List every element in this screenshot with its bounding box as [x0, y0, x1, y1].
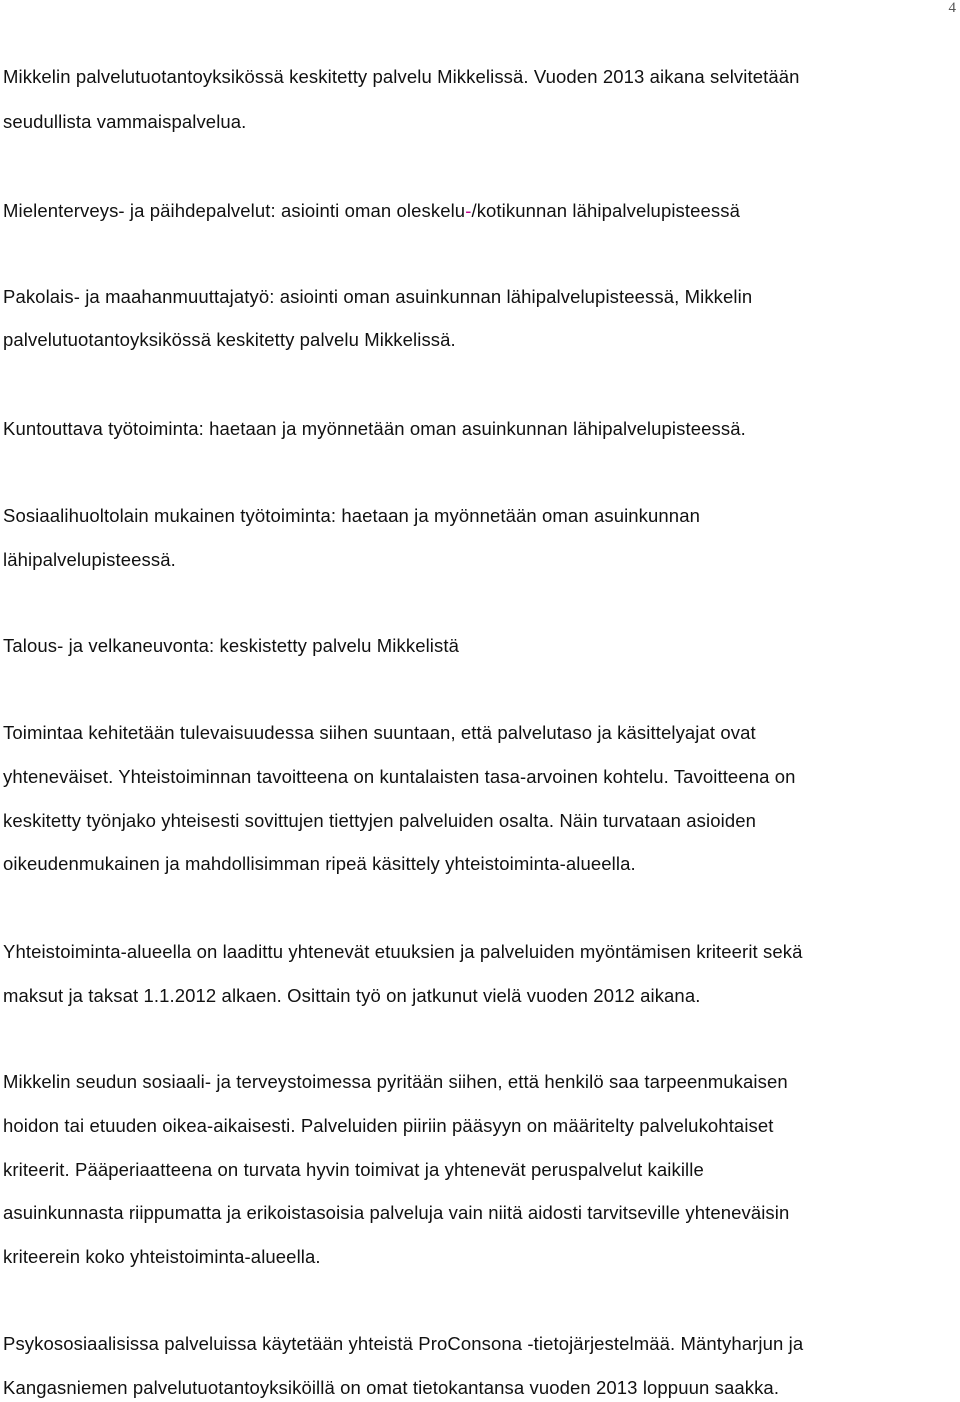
text-line: Kangasniemen palvelutuotantoyksiköillä on omat tietokantansa vuoden 2013 loppuun saakka.	[3, 1377, 780, 1398]
text-line: Mikkelin palvelutuotantoyksikössä keskitetty palvelu Mikkelissä. Vuoden 2013 aikana selvitetään	[3, 66, 800, 87]
text-line: kriteerit. Pääperiaatteena on turvata hyvin toimivat ja yhtenevät peruspalvelut kaikille	[3, 1159, 704, 1180]
text-segment-highlight: -	[465, 200, 472, 221]
text-line: yhteneväiset. Yhteistoiminnan tavoitteena on kuntalaisten tasa-arvoinen kohtelu. Tavoitteena on	[3, 766, 796, 787]
text-line: Psykososiaalisissa palveluissa käytetään yhteistä ProConsona -tietojärjestelmää. Mäntyharjun ja	[3, 1333, 804, 1354]
text-line	[3, 200, 740, 222]
text-line: lähipalvelupisteessä.	[3, 549, 176, 570]
text-line: Kuntouttava työtoiminta: haetaan ja myönnetään oman asuinkunnan lähipalvelupisteessä.	[3, 418, 746, 439]
text-line: oikeudenmukainen ja mahdollisimman ripeä käsittely yhteistoiminta-alueella.	[3, 853, 636, 874]
text-line: Sosiaalihuoltolain mukainen työtoiminta: haetaan ja myönnetään oman asuinkunnan	[3, 505, 700, 526]
text-line: Talous- ja velkaneuvonta: keskistetty palvelu Mikkelistä	[3, 635, 459, 656]
text-line: Toimintaa kehitetään tulevaisuudessa siihen suuntaan, että palvelutaso ja käsittelyajat ovat	[3, 722, 756, 743]
text-line: Pakolais- ja maahanmuuttajatyö: asiointi oman asuinkunnan lähipalvelupisteessä, Mikkelin	[3, 286, 753, 307]
text-line: Mikkelin seudun sosiaali- ja terveystoimessa pyritään siihen, että henkilö saa tarpeenmukaisen	[3, 1071, 788, 1092]
text-line: keskitetty työnjako yhteisesti sovittujen tiettyjen palveluiden osalta. Näin turvataan asioiden	[3, 810, 757, 831]
text-line: Yhteistoiminta-alueella on laadittu yhtenevät etuuksien ja palveluiden myöntämisen kriteerit sekä	[3, 941, 803, 962]
text-segment: /kotikunnan lähipalvelupisteessä	[471, 200, 740, 221]
text-line: palvelutuotantoyksikössä keskitetty palvelu Mikkelissä.	[3, 329, 456, 350]
text-line: seudullista vammaispalvelua.	[3, 111, 247, 132]
text-segment: Mielenterveys- ja päihdepalvelut: asiointi oman oleskelu	[3, 200, 466, 221]
page-number: 4	[948, 0, 956, 16]
text-line: asuinkunnasta riippumatta ja erikoistasoisia palveluja vain niitä aidosti tarvitseville yhteneväisin	[3, 1202, 790, 1223]
text-line: hoidon tai etuuden oikea-aikaisesti. Palveluiden piiriin pääsyyn on määritelty palvelukohtaiset	[3, 1115, 774, 1136]
text-line: kriteerein koko yhteistoiminta-alueella.	[3, 1246, 321, 1267]
text-line: maksut ja taksat 1.1.2012 alkaen. Osittain työ on jatkunut vielä vuoden 2012 aikana.	[3, 985, 701, 1006]
